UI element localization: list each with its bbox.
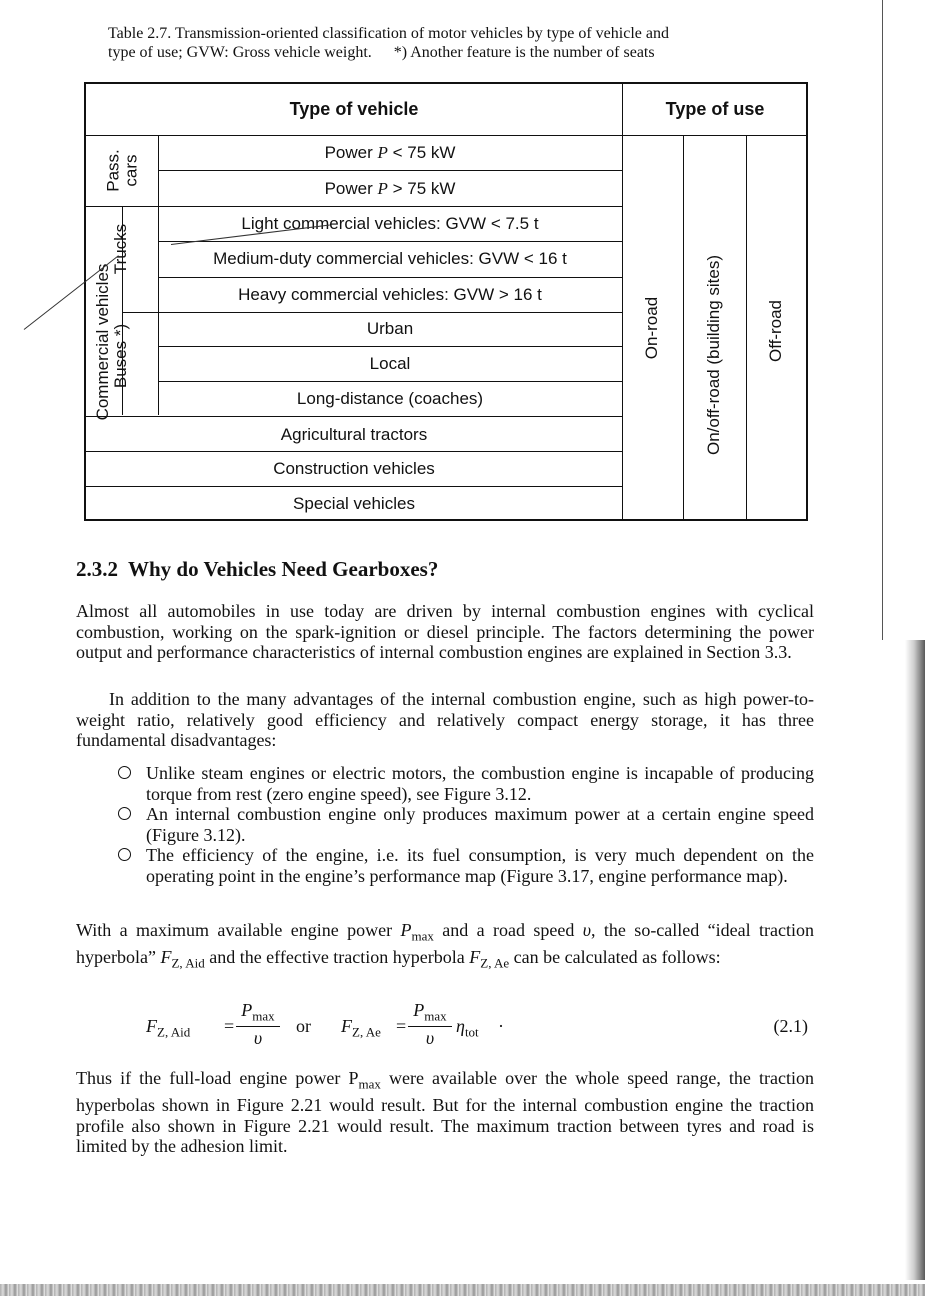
row-light-commercial: Light commercial vehicles: GVW < 7.5 t	[241, 214, 539, 233]
pmax-subscript: max	[424, 1008, 447, 1024]
use-column-divider	[622, 84, 623, 521]
equation-or: or	[296, 1016, 311, 1036]
paragraph-3	[76, 920, 814, 974]
group-commercial-vehicles: Commercial vehicles	[93, 263, 112, 421]
header-type-of-vehicle: Type of vehicle	[289, 99, 419, 119]
section-number: 2.3.2	[76, 557, 118, 581]
fraction-denominator: υ	[425, 1027, 435, 1048]
force-subscript: Z, Ae	[352, 1024, 381, 1040]
scan-bottom-edge	[0, 1284, 925, 1296]
power-variable: P	[377, 143, 388, 162]
fraction-denominator: υ	[253, 1027, 263, 1048]
pmax-variable: P	[413, 1000, 425, 1020]
force-subscript: Z, Aid	[157, 1024, 191, 1040]
fraction-numerator	[236, 1000, 280, 1025]
power-variable: P	[377, 179, 388, 198]
row-line-10	[86, 486, 622, 487]
section-title: Why do Vehicles Need Gearboxes?	[128, 557, 439, 581]
equation-2-1	[146, 998, 816, 1058]
efficiency-variable: η	[456, 1016, 465, 1036]
row-line-6	[158, 346, 622, 347]
list-item-text: An internal combustion engine only produces maximum power at a certain engine speed (Figure 3.12).	[146, 804, 814, 845]
caption-line-2	[108, 43, 808, 62]
use-on-off-road: On/off-road (building sites)	[704, 255, 723, 456]
force-variable: F	[341, 1016, 352, 1036]
list-item	[118, 804, 814, 845]
header-divider	[86, 135, 808, 136]
pmax-subscript: max	[411, 928, 434, 944]
equation-dot: ·	[498, 1016, 504, 1036]
row-line-2	[86, 206, 622, 207]
row-line-8	[86, 416, 622, 417]
equals-sign: =	[396, 1016, 407, 1036]
paragraph-2: In addition to the many advantages of the internal combustion engine, such as high power-to-weight ratio, relatively good efficiency and relatively compact energy storage, it has three fundamental disadvantages:	[76, 689, 814, 750]
force-subscript: Z, Aid	[171, 955, 205, 971]
list-item-text: Unlike steam engines or electric motors, the combustion engine is incapable of producing torque from rest (zero engine speed), see Figure 3.12.	[146, 763, 814, 804]
pmax-subscript: max	[358, 1076, 381, 1092]
fraction-1	[236, 1000, 280, 1049]
row-urban: Urban	[366, 319, 414, 338]
caption-footnote: *) Another feature is the number of seats	[393, 44, 655, 61]
row-power-below-75	[158, 143, 622, 163]
p3-text: , the so-called “ideal traction hyperbola”	[76, 920, 814, 968]
p3-text: With a maximum available engine power	[76, 920, 401, 940]
use-on-road: On-road	[642, 296, 661, 360]
efficiency-term	[456, 1016, 479, 1041]
use-subcolumn-divider-1	[683, 135, 684, 521]
list-item	[118, 763, 814, 804]
circle-bullet-icon	[118, 766, 131, 779]
row-long-distance: Long-distance (coaches)	[296, 389, 484, 408]
caption-line-2-text: type of use; GVW: Gross vehicle weight.	[108, 44, 372, 61]
pmax-variable: P	[400, 920, 412, 940]
list-item-text: The efficiency of the engine, i.e. its fuel consumption, is very much dependent on the operating point in the engine’s performance map (Figure 3.17, engine performance map).	[146, 845, 814, 886]
section-heading	[76, 557, 438, 582]
pmax-subscript: max	[252, 1008, 275, 1024]
row-power-above-75	[158, 179, 622, 199]
caption-line-1: Table 2.7. Transmission-oriented classification of motor vehicles by type of vehicle and	[108, 25, 669, 42]
row-power-threshold: > 75 kW	[387, 179, 456, 198]
row-line-9	[86, 451, 622, 452]
p3-text: and the effective traction hyperbola	[204, 947, 470, 968]
force-variable: F	[146, 1016, 157, 1036]
force-variable: F	[469, 947, 481, 968]
fraction-numerator	[408, 1000, 452, 1025]
row-special-vehicles: Special vehicles	[293, 494, 415, 513]
fraction-2	[408, 1000, 452, 1049]
use-subcolumn-divider-2	[746, 135, 747, 521]
speed-variable: υ	[582, 920, 592, 940]
force-variable: F	[160, 947, 172, 968]
equals-sign: =	[224, 1016, 235, 1036]
row-agricultural-tractors: Agricultural tractors	[280, 425, 428, 444]
row-power-threshold: < 75 kW	[387, 143, 456, 162]
equation-number: (2.1)	[773, 1016, 808, 1036]
group-pass-line-1: Pass.	[103, 149, 122, 192]
classification-table	[84, 82, 808, 521]
scan-page-edge	[905, 640, 925, 1280]
header-type-of-use: Type of use	[665, 99, 765, 119]
row-local: Local	[369, 354, 411, 373]
row-power-text: Power	[324, 143, 378, 162]
subgroup-buses: Buses *)	[111, 323, 130, 389]
force-subscript: Z, Ae	[480, 955, 510, 971]
row-construction-vehicles: Construction vehicles	[273, 459, 435, 478]
subgroup-trucks: Trucks	[111, 223, 130, 275]
paragraph-1: Almost all automobiles in use today are driven by internal combustion engines with cyclical combustion, working on the spark-ignition or diesel principle. The factors determining the power output and performance characteristics of internal combustion engines are explained in Section 3.3.	[76, 601, 814, 662]
row-line-7	[158, 381, 622, 382]
circle-bullet-icon	[118, 807, 131, 820]
paragraph-4	[76, 1068, 814, 1157]
table-caption	[108, 24, 808, 62]
row-line-5	[122, 312, 622, 313]
disadvantages-list	[118, 763, 814, 886]
circle-bullet-icon	[118, 848, 131, 861]
equation-lhs-2	[341, 1016, 381, 1041]
equation-lhs-1	[146, 1016, 190, 1041]
row-line-4	[158, 277, 622, 278]
row-line-1	[158, 170, 622, 171]
p3-text: and a road speed	[433, 920, 583, 940]
group-pass-line-2: cars	[121, 154, 140, 187]
row-line-3	[158, 241, 622, 242]
fraction-bar	[236, 1026, 280, 1027]
efficiency-subscript: tot	[464, 1024, 479, 1040]
use-off-road: Off-road	[766, 299, 785, 363]
p4-text: Thus if the full-load engine power P	[76, 1068, 359, 1088]
p3-text: can be calculated as follows:	[509, 947, 721, 968]
pmax-variable: P	[241, 1000, 253, 1020]
row-power-text: Power	[324, 179, 378, 198]
row-heavy-commercial: Heavy commercial vehicles: GVW > 16 t	[238, 285, 542, 304]
row-medium-duty-commercial: Medium-duty commercial vehicles: GVW < 16 t	[213, 249, 567, 268]
list-item	[118, 845, 814, 886]
fraction-bar	[408, 1026, 452, 1027]
scan-margin-line	[882, 0, 883, 640]
p4-text: were available over the whole speed range, the traction hyperbolas shown in Figure 2.21 would result. But for the internal combustion engine the traction profile also shown in Figure 2.21 would result. The maximum traction between tyres and road is limited by the adhesion limit.	[76, 1068, 814, 1157]
